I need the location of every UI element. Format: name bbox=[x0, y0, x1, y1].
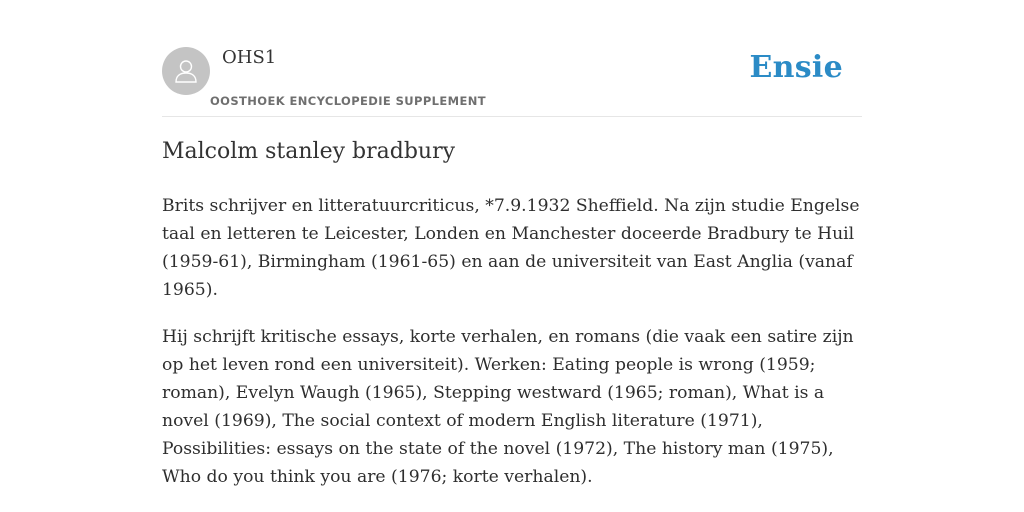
source-label[interactable]: OOSTHOEK ENCYCLOPEDIE SUPPLEMENT bbox=[210, 94, 487, 108]
author-name[interactable]: OHS1 bbox=[222, 47, 277, 68]
article-title: Malcolm stanley bradbury bbox=[162, 139, 456, 164]
article-paragraph: Hij schrijft kritische essays, korte verhalen, en romans (die vaak een satire zijn op het leven rond een universiteit). Werken: Eating people is wrong (1959; roman), Evelyn Waugh (1965), Stepping westward (1965; roman), What is a novel (1969), The social context of modern English literature (1971), Possibilities: essays on the state of the novel (1972), The history man (1975), Who do you think you are (1976; korte verhalen). bbox=[162, 327, 854, 487]
page-header bbox=[162, 46, 862, 117]
avatar[interactable] bbox=[162, 47, 210, 95]
article-paragraph: Brits schrijver en litteratuurcriticus, *7.9.1932 Sheffield. Na zijn studie Engelse taal en letteren te Leicester, Londen en Manchester doceerde Bradbury te Huil (1959-61), Birmingham (1961-65) en aan de universiteit van East Anglia (vanaf 1965). bbox=[162, 196, 860, 300]
user-icon bbox=[172, 57, 200, 85]
ensie-logo[interactable]: Ensie bbox=[749, 50, 843, 85]
